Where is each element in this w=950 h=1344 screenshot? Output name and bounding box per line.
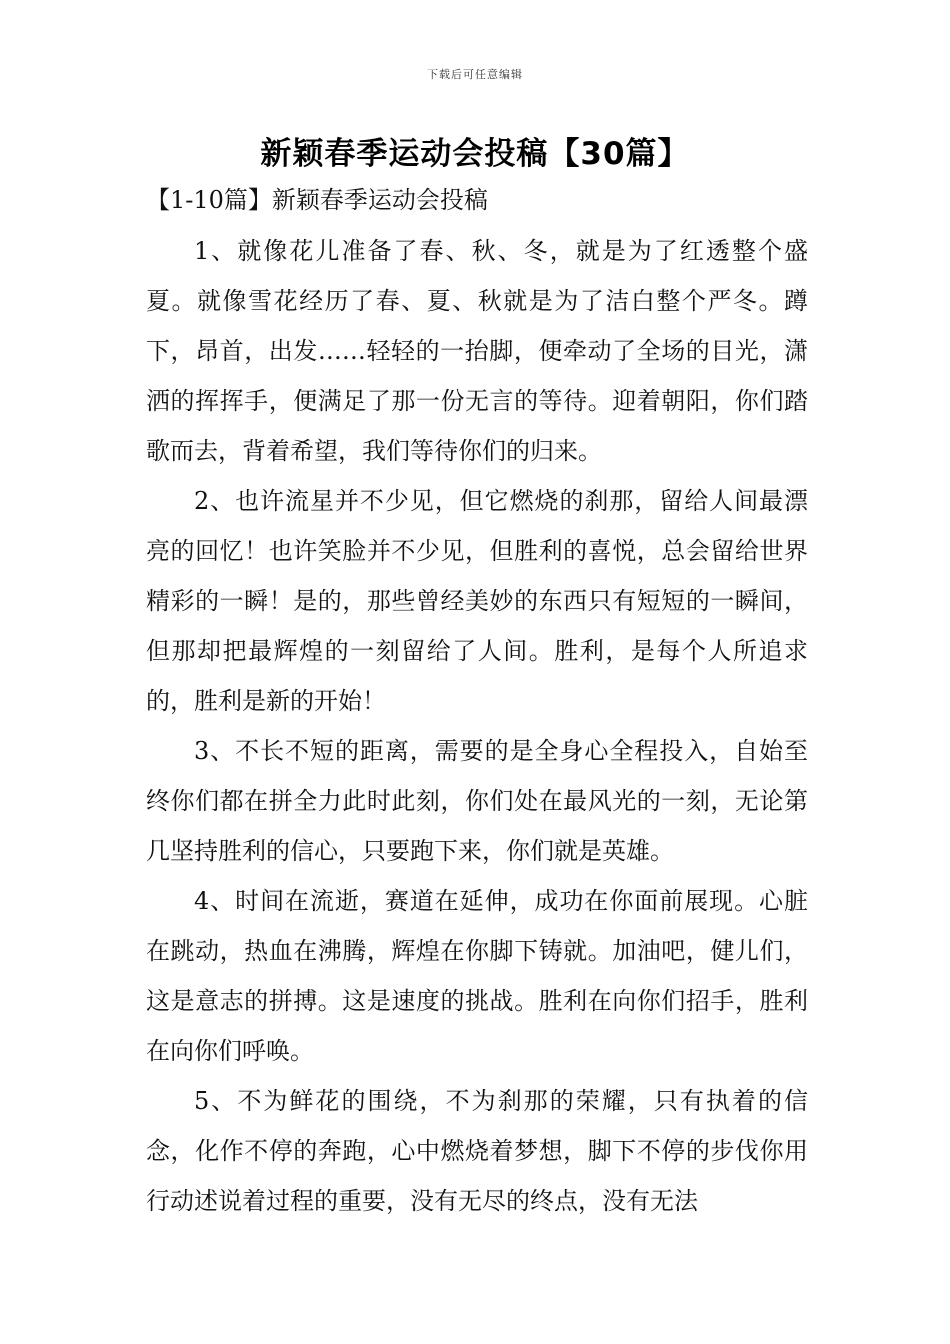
paragraph-3: 3、不长不短的距离，需要的是全身心全程投入，自始至终你们都在拼全力此时此刻，你们处在最风光的一刻，无论第几坚持胜利的信心，只要跑下来，你们就是英雄。 xyxy=(146,737,808,865)
header-note: 下载后可任意编辑 xyxy=(427,68,523,81)
paragraph-2: 2、也许流星并不少见，但它燃烧的刹那，留给人间最漂亮的回忆！也许笑脸并不少见，但胜利的喜悦，总会留给世界精彩的一瞬！是的，那些曾经美妙的东西只有短短的一瞬间，但那却把最辉煌的一刻留给了人间。胜利，是每个人所追求的，胜利是新的开始！ xyxy=(146,487,808,715)
paragraph-4: 4、时间在流逝，赛道在延伸，成功在你面前展现。心脏在跳动，热血在沸腾，辉煌在你脚下铸就。加油吧，健儿们，这是意志的拼搏。这是速度的挑战。胜利在向你们招手，胜利在向你们呼唤。 xyxy=(146,887,808,1065)
paragraph-5: 5、不为鲜花的围绕，不为刹那的荣耀，只有执着的信念，化作不停的奔跑，心中燃烧着梦想，脚下不停的步伐你用行动述说着过程的重要，没有无尽的终点，没有无法 xyxy=(146,1087,808,1215)
document-title: 新颖春季运动会投稿【30篇】 xyxy=(260,136,690,172)
body-text xyxy=(146,226,808,1226)
paragraph-1: 1、就像花儿准备了春、秋、冬，就是为了红透整个盛夏。就像雪花经历了春、夏、秋就是为了洁白整个严冬。蹲下，昂首，出发……轻轻的一抬脚，便牵动了全场的目光，潇洒的挥挥手，便满足了那一份无言的等待。迎着朝阳，你们踏歌而去，背着希望，我们等待你们的归来。 xyxy=(146,237,808,465)
section-heading: 【1-10篇】新颖春季运动会投稿 xyxy=(146,186,488,214)
